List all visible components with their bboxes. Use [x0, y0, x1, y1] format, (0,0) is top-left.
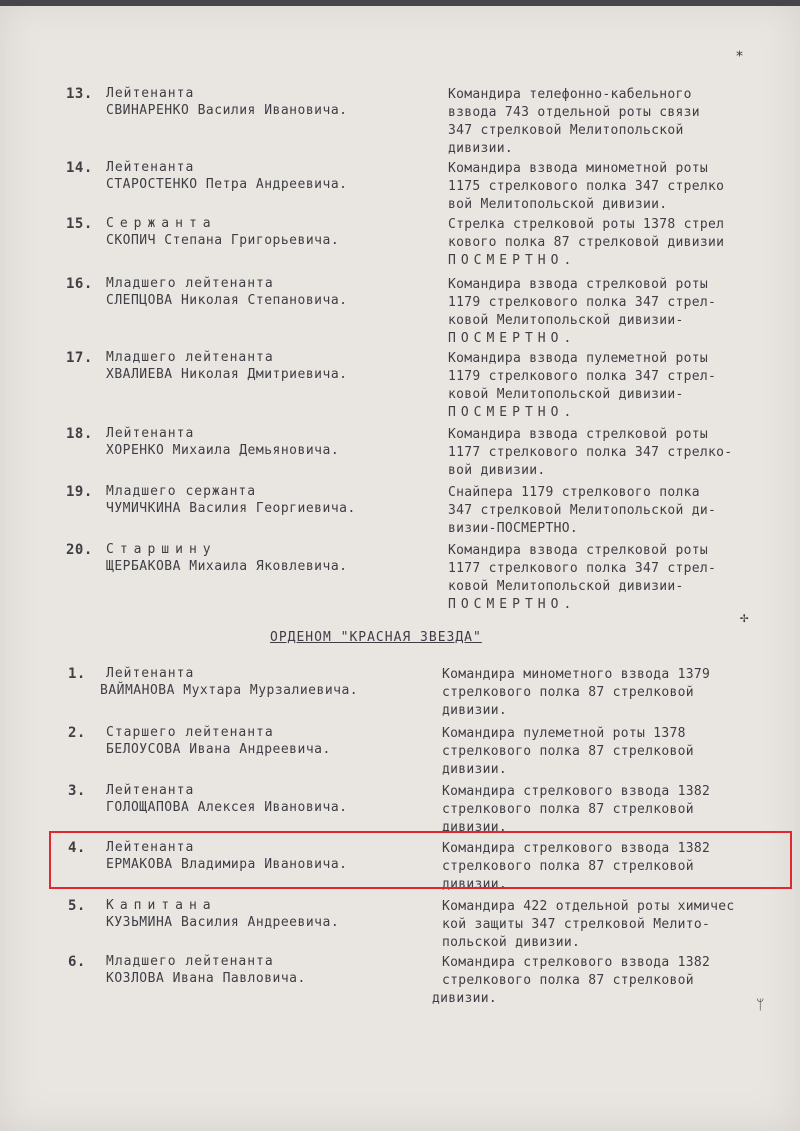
highlight-box — [49, 831, 792, 889]
description-line: Командира стрелкового взвода 1382 — [442, 784, 711, 799]
scan-mark-icon: ⁎ — [736, 44, 743, 60]
description-line: Командира взвода пулеметной роты — [448, 351, 709, 366]
description-line: Командира взвода минометной роты — [448, 161, 709, 176]
description-line: Командира 422 отдельной роты химичес — [442, 899, 735, 914]
entry-name: КУЗЬМИНА Василия Андреевича. — [106, 915, 340, 930]
entry-description — [448, 542, 798, 614]
description-line: дивизии. — [442, 820, 508, 835]
description-line: польской дивизии. — [442, 935, 581, 950]
entry-number: 20. — [66, 542, 93, 558]
entry-number: 19. — [66, 484, 93, 500]
description-line: 1179 стрелкового полка 347 стрел- — [448, 295, 717, 310]
entry-rank: Лейтенанта — [106, 160, 195, 175]
description-line: ковой Мелитопольской дивизии- — [448, 387, 684, 402]
entry-name: ЧУМИЧКИНА Василия Георгиевича. — [106, 501, 356, 516]
description-line: дивизии. — [442, 877, 508, 892]
entry-name: ЩЕРБАКОВА Михаила Яковлевича. — [106, 559, 348, 574]
entry-number: 18. — [66, 426, 93, 442]
description-line: дивизии. — [442, 762, 508, 777]
description-line: кового полка 87 стрелковой дивизии — [448, 235, 725, 250]
entry-description — [448, 216, 798, 270]
entry-description — [448, 484, 798, 538]
entry-name: КОЗЛОВА Ивана Павловича. — [106, 971, 306, 986]
description-line: ПОСМЕРТНО. — [448, 405, 577, 420]
entry-number: 6. — [68, 954, 86, 970]
entry-number: 17. — [66, 350, 93, 366]
description-line: стрелкового полка 87 стрелковой — [442, 802, 694, 817]
entry-description — [432, 954, 792, 1008]
entry-number: 16. — [66, 276, 93, 292]
description-line: стрелкового полка 87 стрелковой — [442, 973, 694, 988]
entry-rank: Старшего лейтенанта — [106, 725, 274, 740]
description-line: вой Мелитопольской дивизии. — [448, 197, 668, 212]
description-line: 1179 стрелкового полка 347 стрел- — [448, 369, 717, 384]
description-line: Командира взвода стрелковой роты — [448, 277, 709, 292]
description-line: Стрелка стрелковой роты 1378 стрел — [448, 217, 725, 232]
scan-top-edge — [0, 0, 800, 6]
entry-description — [442, 666, 792, 720]
entry-rank: Лейтенанта — [106, 666, 195, 681]
description-line: ПОСМЕРТНО. — [448, 597, 577, 612]
entry-number: 4. — [68, 840, 86, 856]
entry-name: ВАЙМАНОВА Мухтара Мурзалиевича. — [100, 683, 359, 698]
entry-rank: Сержанта — [106, 216, 217, 231]
entry-description — [448, 426, 798, 480]
description-line: Командира стрелкового взвода 1382 — [442, 841, 711, 856]
entry-rank: Младшего лейтенанта — [106, 350, 274, 365]
entry-description — [448, 276, 798, 348]
entry-rank: Лейтенанта — [106, 840, 195, 855]
entry-rank: Старшину — [106, 542, 217, 557]
entry-rank: Лейтенанта — [106, 86, 195, 101]
entry-name: ЕРМАКОВА Владимира Ивановича. — [106, 857, 348, 872]
description-line: стрелкового полка 87 стрелковой — [442, 685, 694, 700]
description-line: Командира взвода стрелковой роты — [448, 427, 709, 442]
entry-rank: Лейтенанта — [106, 783, 195, 798]
entry-name: СЛЕПЦОВА Николая Степановича. — [106, 293, 348, 308]
entry-name: ГОЛОЩАПОВА Алексея Ивановича. — [106, 800, 348, 815]
entry-name: ХОРЕНКО Михаила Демьяновича. — [106, 443, 340, 458]
entry-description — [448, 160, 798, 214]
entry-number: 13. — [66, 86, 93, 102]
entry-description — [442, 783, 792, 837]
description-line: 347 стрелковой Мелитопольской — [448, 123, 684, 138]
entry-number: 2. — [68, 725, 86, 741]
description-line: визии-ПОСМЕРТНО. — [448, 521, 579, 536]
entry-name: ХВАЛИЕВА Николая Дмитриевича. — [106, 367, 348, 382]
description-line: Командира стрелкового взвода 1382 — [442, 955, 711, 970]
description-line: дивизии. — [442, 703, 508, 718]
entry-number: 5. — [68, 898, 86, 914]
entry-rank: Младшего лейтенанта — [106, 276, 274, 291]
description-line: дивизии. — [448, 141, 514, 156]
entry-rank: Капитана — [106, 898, 217, 913]
description-line: Командира взвода стрелковой роты — [448, 543, 709, 558]
entry-name: БЕЛОУСОВА Ивана Андреевича. — [106, 742, 331, 757]
description-line: ПОСМЕРТНО. — [448, 331, 577, 346]
description-line: вой дивизии. — [448, 463, 546, 478]
description-line: 347 стрелковой Мелитопольской ди- — [448, 503, 717, 518]
entry-description — [448, 86, 798, 158]
entry-description — [448, 350, 798, 422]
description-line: ковой Мелитопольской дивизии- — [448, 579, 684, 594]
description-line: Командира минометного взвода 1379 — [442, 667, 711, 682]
entry-number: 15. — [66, 216, 93, 232]
entry-rank: Младшего сержанта — [106, 484, 257, 499]
entry-description — [442, 725, 792, 779]
description-line: кой защиты 347 стрелковой Мелито- — [442, 917, 711, 932]
entry-number: 3. — [68, 783, 86, 799]
entry-number: 14. — [66, 160, 93, 176]
description-line: Снайпера 1179 стрелкового полка — [448, 485, 700, 500]
description-line: 1177 стрелкового полка 347 стрел- — [448, 561, 717, 576]
description-line: 1175 стрелкового полка 347 стрелко — [448, 179, 725, 194]
entry-name: СВИНАРЕНКО Василия Ивановича. — [106, 103, 348, 118]
section-title: ОРДЕНОМ "КРАСНАЯ ЗВЕЗДА" — [270, 630, 482, 645]
description-line: ковой Мелитопольской дивизии- — [448, 313, 684, 328]
description-line: стрелкового полка 87 стрелковой — [442, 744, 694, 759]
description-line: Командира телефонно-кабельного — [448, 87, 692, 102]
description-line: 1177 стрелкового полка 347 стрелко- — [448, 445, 733, 460]
description-line: ПОСМЕРТНО. — [448, 253, 577, 268]
description-line: дивизии. — [432, 991, 498, 1006]
description-line: Командира пулеметной роты 1378 — [442, 726, 686, 741]
entry-rank: Лейтенанта — [106, 426, 195, 441]
entry-description — [442, 898, 792, 952]
entry-name: СКОПИЧ Степана Григорьевича. — [106, 233, 340, 248]
entry-rank: Младшего лейтенанта — [106, 954, 274, 969]
entry-name: СТАРОСТЕНКО Петра Андреевича. — [106, 177, 348, 192]
description-line: взвода 743 отдельной роты связи — [448, 105, 700, 120]
scan-mark-icon: ᛘ — [756, 997, 765, 1013]
scan-mark-icon: ✢ — [740, 610, 749, 626]
entry-number: 1. — [68, 666, 86, 682]
description-line: стрелкового полка 87 стрелковой — [442, 859, 694, 874]
